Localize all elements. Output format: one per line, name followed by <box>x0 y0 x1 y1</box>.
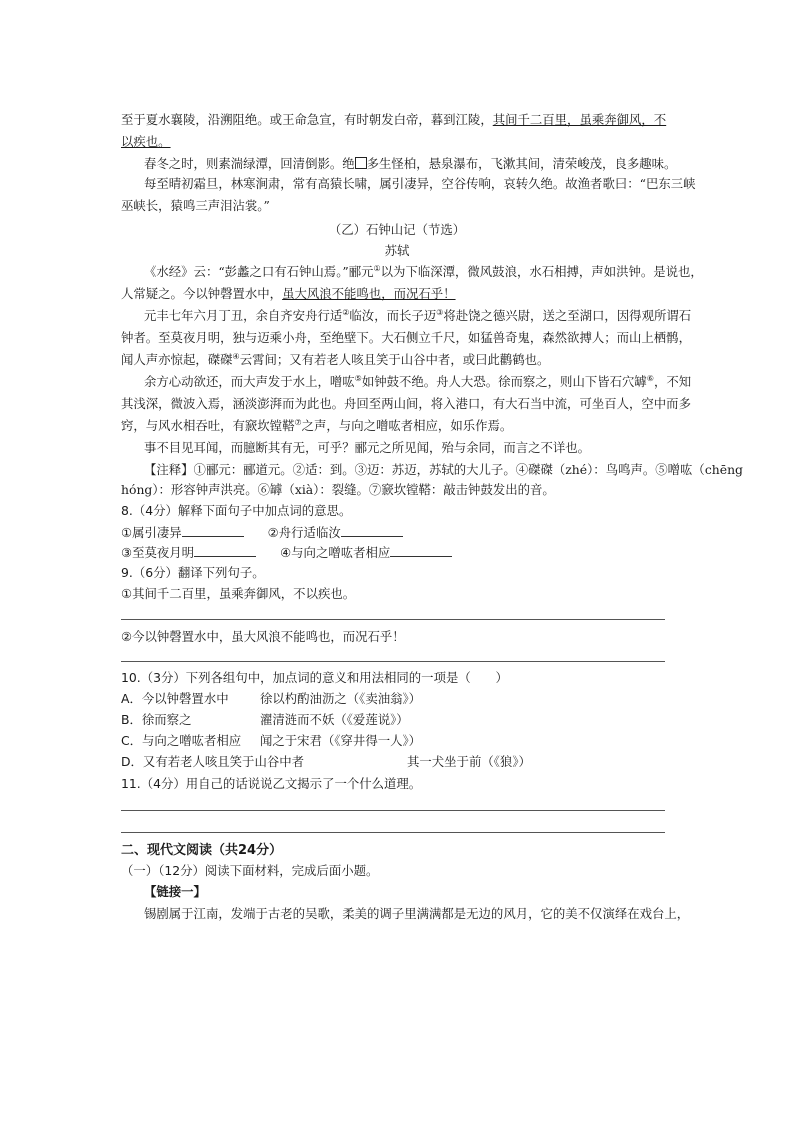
passage-jia-line: 至于夏水襄陵，沿溯阻绝。或王命急宣，有时朝发白帝，暮到江陵，其间千二百里，虽乘奔御风，不 <box>121 112 667 127</box>
underlined-sentence: 其间千二百里，虽乘奔御风，不 <box>492 112 667 127</box>
question-8-stem: 8.（4分）解释下面句子中加点词的意思。 <box>121 503 352 518</box>
answer-line[interactable] <box>121 832 665 833</box>
annotation-line: 【注释】①郦元：郦道元。②适：到。③迈：苏迈，苏轼的大儿子。④磔磔（zhé）：鸟鸣声。⑤噌吰（chēng <box>144 462 743 477</box>
question-9-sentence-1: ①其间千二百里，虽乘奔御风，不以疾也。 <box>121 586 356 601</box>
option-b-compare: 濯清涟而不妖（《爱莲说》） <box>260 712 409 727</box>
passage-yi-line: 窍，与风水相吞吐，有窾坎镗鞳⑦之声，与向之噌吰者相应，如乐作焉。 <box>121 417 513 433</box>
passage-jia-line: 巫峡长，猿鸣三声泪沾裳。” <box>121 198 270 213</box>
question-8-row: ③至莫夜月明 ④与向之噌吰者相应 <box>121 544 476 561</box>
option-a[interactable]: A．今以钟磬置水中 <box>121 691 229 706</box>
passage-yi-author: 苏轼 <box>384 243 410 258</box>
section-heading: 二、现代文阅读（共24分） <box>121 843 283 858</box>
option-d[interactable]: D．又有若老人咳且笑于山谷中者 <box>121 754 305 769</box>
annotation-line: hóng）：形容钟声洪亮。⑥罅（xià）：裂缝。⑦窾坎镗鞳：敲击钟鼓发出的音。 <box>121 482 555 497</box>
missing-char-box <box>355 157 367 169</box>
question-10-stem: 10.（3分）下列各组句中，加点词的意义和用法相同的一项是（ ） <box>121 670 508 685</box>
passage-yi-title: （乙）石钟山记（节选） <box>328 222 466 237</box>
passage-jia-line: 以疾也。 <box>121 134 171 149</box>
answer-blank[interactable] <box>194 544 256 557</box>
passage-yi-line: 事不目见耳闻，而臆断其有无，可乎？郦元之所见闻，殆与余同，而言之不详也。 <box>144 440 591 455</box>
reading-text: 锡剧属于江南，发端于古老的吴歌，柔美的调子里满满都是无边的风月，它的美不仅演绎在戏台上， <box>144 906 690 921</box>
option-d-compare: 其一犬坐于前（《狼》） <box>407 754 531 769</box>
question-8-row: ①属引凄异 ②舟行适临汝 <box>121 524 427 541</box>
passage-yi-line: 闻人声亦惊起，磔磔④云霄间；又有若老人咳且笑于山谷中者，或曰此鹳鹤也。 <box>121 351 550 367</box>
option-c-compare: 闻之于宋君（《穿井得一人》） <box>260 733 422 748</box>
question-9-sentence-2: ②今以钟磬置水中，虽大风浪不能鸣也，而况石乎！ <box>121 629 405 644</box>
question-9-stem: 9.（6分）翻译下列句子。 <box>121 565 265 580</box>
passage-yi-line: 人常疑之。今以钟磬置水中，虽大风浪不能鸣也，而况石乎！ <box>121 286 456 301</box>
passage-yi-line: 《水经》云：“彭蠡之口有石钟山焉。”郦元①以为下临深潭，微风鼓浪，水石相搏，声如洪钟。是说也， <box>144 263 703 279</box>
option-a-compare: 徐以杓酌油沥之（《卖油翁》） <box>260 691 422 706</box>
passage-yi-line: 其浅深，微波入焉，涵淡澎湃而为此也。舟回至两山间，将入港口，有大石当中流，可坐百人，空中而多 <box>121 396 691 411</box>
answer-blank[interactable] <box>390 544 452 557</box>
passage-yi-line: 钟者。至莫夜月明，独与迈乘小舟，至绝壁下。大石侧立千尺，如猛兽奇鬼，森然欲搏人；而山上栖鹘， <box>121 330 691 345</box>
answer-blank[interactable] <box>182 524 244 537</box>
underlined-sentence: 虽大风浪不能鸣也，而况石乎！ <box>282 286 456 301</box>
answer-line[interactable] <box>121 810 665 811</box>
passage-yi-line: 元丰七年六月丁丑，余自齐安舟行适②临汝，而长子迈③将赴饶之德兴尉，送之至湖口，因得观所谓石 <box>144 307 692 323</box>
passage-jia-line: 春冬之时，则素湍绿潭，回清倒影。绝 多生怪柏，悬泉瀑布，飞漱其间，清荣峻茂，良多趣味。 <box>144 156 677 171</box>
option-b[interactable]: B．徐而察之 <box>121 712 192 727</box>
answer-line[interactable] <box>121 661 665 662</box>
answer-line[interactable] <box>121 619 665 620</box>
link-label: 【链接一】 <box>144 884 206 899</box>
question-11-stem: 11.（4分）用自己的话说说乙文揭示了一个什么道理。 <box>121 776 422 791</box>
passage-yi-line: 余方心动欲还，而大声发于水上，噌吰⑤如钟鼓不绝。舟人大恐。徐而察之，则山下皆石穴罅⑥，不知 <box>144 373 692 389</box>
passage-jia-line: 每至晴初霜旦，林寒涧肃，常有高猿长啸，属引凄异，空谷传响，哀转久绝。故渔者歌曰：“巴东三峡 <box>144 176 696 191</box>
option-c[interactable]: C．与向之噌吰者相应 <box>121 733 242 748</box>
answer-blank[interactable] <box>341 524 403 537</box>
section-sub: （一）（12分）阅读下面材料，完成后面小题。 <box>121 863 379 878</box>
